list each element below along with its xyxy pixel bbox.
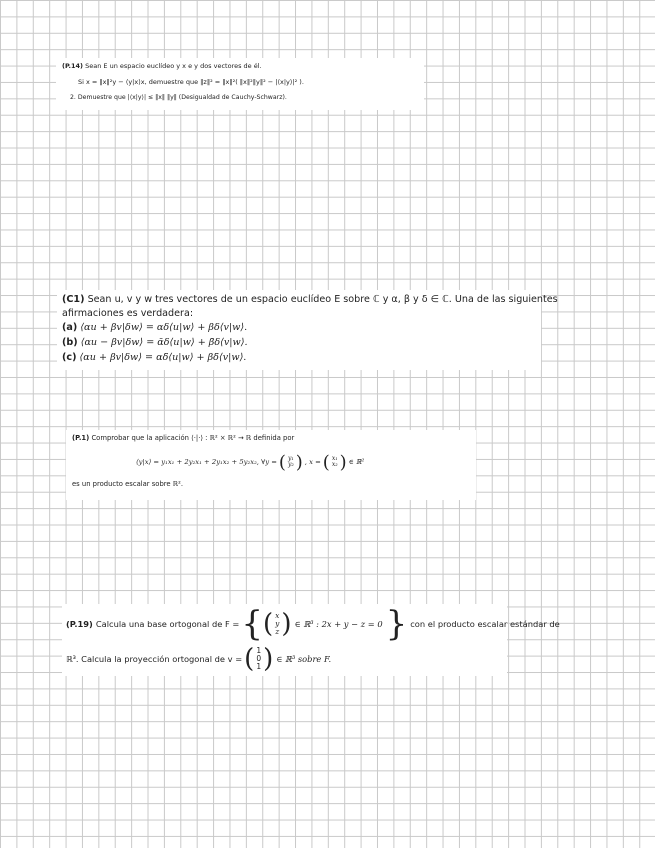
p1-vector-x-2: x₂	[331, 461, 338, 468]
p19-vector-v-1: 1	[256, 646, 262, 656]
p1-formula-text: ⟨y|x⟩ = y₁x₁ + 2y₂x₁ + 2y₁x₂ + 5y₂x₂, ∀y =	[136, 458, 277, 466]
p14-intro-line	[62, 62, 262, 70]
p19-vector-v-2: 0	[256, 654, 262, 664]
p19-text4: ∈ ℝ³ sobre F.	[276, 654, 332, 664]
c1-option-b	[62, 337, 248, 348]
p19-text2: con el producto escalar estándar de	[410, 619, 560, 629]
c1-option-c	[62, 352, 246, 363]
p19-vector-f-y: y	[275, 619, 280, 629]
p1-in-r2: ∈ ℝ²	[348, 458, 365, 466]
p1-outro	[72, 480, 183, 488]
c1-intro-line1-text: Sean u, v y w tres vectores de un espacio euclídeo E sobre ℂ y α, β y δ ∈ ℂ. Una de las siguientes	[87, 294, 558, 305]
p1-vector-x: ( x₁ x₂ )	[322, 451, 347, 473]
p14-item2-text: 2. Demuestre que |⟨x|y⟩| ≤ ‖x‖ ‖y‖ (Desigualdad de Cauchy-Schwarz).	[70, 94, 287, 101]
p19-line1	[66, 604, 560, 644]
p1-comma-x: , x =	[304, 458, 321, 466]
p14-item2	[70, 94, 287, 101]
p19-text1: Calcula una base ortogonal de F =	[95, 619, 240, 629]
p19-vector-f-z: z	[275, 626, 280, 636]
problem-p1-card	[66, 430, 476, 500]
p19-vector-f-x: x	[275, 611, 280, 621]
c1-option-c-label: (c)	[62, 352, 77, 363]
p19-text3: ℝ³. Calcula la proyección ortogonal de v =	[66, 654, 243, 664]
p19-label: (P.19)	[66, 619, 93, 629]
p14-label: (P.14)	[62, 62, 84, 70]
c1-label: (C1)	[62, 294, 85, 305]
p14-item1-text: Si x = ‖x‖²y − ⟨y|x⟩x, demuestre que ‖z‖² = ‖x‖²( ‖x‖²‖y‖² − |⟨x|y⟩|² ).	[78, 78, 304, 86]
p1-formula	[136, 450, 364, 474]
c1-option-a-text: ⟨αu + βv|δw⟩ = αδ⟨u|w⟩ + βδ⟨v|w⟩.	[80, 322, 248, 333]
p19-set-condition: ∈ ℝ³ : 2x + y − z = 0	[294, 619, 383, 629]
problem-p14-card	[56, 58, 424, 110]
p1-intro-line	[72, 434, 294, 442]
c1-intro-line1	[62, 294, 558, 305]
p14-item1	[78, 78, 304, 86]
c1-option-b-text: ⟨αu − βv|δw⟩ = ᾱδ⟨u|w⟩ + β̄δ⟨v|w⟩.	[80, 337, 248, 348]
p1-outro-text: es un producto escalar sobre ℝ².	[72, 480, 184, 488]
question-c1-card	[57, 290, 558, 370]
p19-set-f: { ( x y z ) ∈ ℝ³ : 2x + y − z = 0 }	[241, 604, 408, 644]
p14-intro: Sean E un espacio euclídeo y x e y dos vectores de él.	[85, 62, 262, 70]
c1-intro-line2	[62, 308, 193, 319]
p1-intro: Comprobar que la aplicación ⟨·|·⟩ : ℝ² × ℝ² → ℝ definida por	[91, 434, 295, 442]
c1-option-a-label: (a)	[62, 322, 78, 333]
p1-vector-y-1: y₁	[287, 454, 294, 462]
p1-label: (P.1)	[72, 434, 90, 442]
p1-vector-y-2: y₂	[287, 461, 294, 468]
c1-option-b-label: (b)	[62, 337, 78, 348]
p1-vector-y: ( y₁ y₂ )	[278, 451, 303, 473]
p19-vector-v-3: 1	[256, 661, 262, 671]
p1-vector-x-1: x₁	[331, 454, 338, 462]
c1-option-c-text: ⟨αu + βv|δw⟩ = αδ̄⟨u|w⟩ + βδ̄⟨v|w⟩.	[79, 352, 247, 363]
c1-option-a	[62, 322, 247, 333]
problem-p19-card	[62, 604, 560, 676]
p19-line2	[66, 642, 331, 676]
c1-intro-line2-text: afirmaciones es verdadera:	[62, 308, 194, 319]
p19-vector-v: ( 1 0 1 )	[244, 644, 274, 674]
